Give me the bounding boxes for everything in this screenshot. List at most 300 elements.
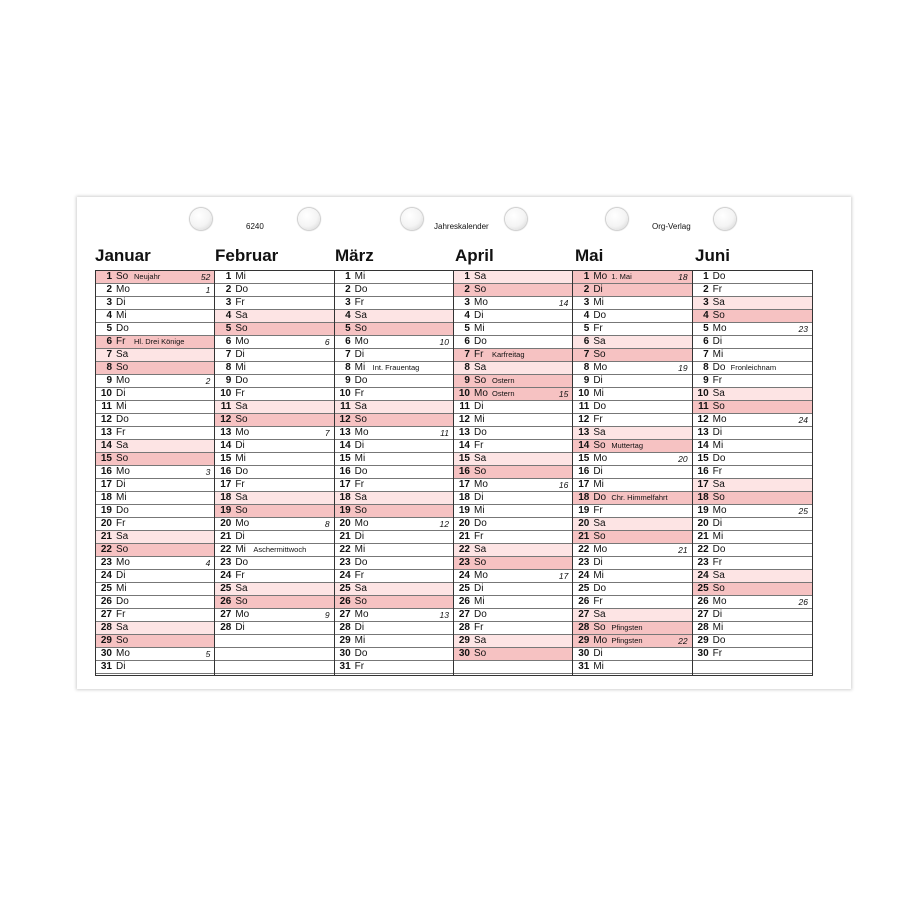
day-row: [215, 596, 333, 609]
weekday-label: Do: [473, 336, 487, 347]
week-number: 25: [798, 506, 808, 516]
day-number: 12: [100, 414, 112, 425]
day-number: 12: [458, 414, 470, 425]
day-number: 31: [100, 661, 112, 672]
day-number: 9: [106, 375, 112, 386]
day-number: 19: [339, 505, 351, 516]
weekday-label: So: [473, 375, 487, 386]
day-row: [693, 297, 812, 310]
weekday-label: Fr: [712, 557, 723, 568]
weekday-label: Sa: [593, 518, 606, 529]
weekday-label: Do: [354, 557, 368, 568]
day-row: [454, 427, 572, 440]
day-number: 17: [578, 479, 590, 490]
weekday-label: So: [473, 557, 487, 568]
weekday-label: So: [235, 414, 248, 425]
day-number: 23: [578, 557, 590, 568]
weekday-label: Di: [235, 622, 245, 633]
day-row: [454, 531, 572, 544]
week-number: 2: [205, 376, 211, 386]
day-row: [573, 271, 691, 284]
day-row: [335, 570, 453, 583]
day-number: 21: [697, 531, 709, 542]
day-row: [454, 388, 572, 401]
day-row: [96, 323, 214, 336]
day-number: 2: [583, 284, 590, 295]
holiday-note: Fronleichnam: [730, 363, 777, 372]
day-row: [215, 492, 333, 505]
day-number: 13: [339, 427, 351, 438]
month-column: [454, 271, 573, 675]
day-number: 11: [220, 401, 232, 412]
day-row: [693, 557, 812, 570]
day-number: 30: [458, 648, 470, 659]
day-number: 6: [464, 336, 470, 347]
weekday-label: So: [712, 310, 725, 321]
day-number: 2: [345, 284, 351, 295]
weekday-label: Fr: [354, 479, 365, 490]
day-row: [335, 401, 453, 414]
day-row: [335, 453, 453, 466]
weekday-label: Mo: [235, 336, 250, 347]
day-row: [573, 414, 691, 427]
weekday-label: Mi: [235, 271, 246, 282]
day-number: 19: [220, 505, 232, 516]
punch-hole: [190, 208, 212, 230]
weekday-label: Do: [473, 609, 487, 620]
week-number: 4: [205, 558, 211, 568]
week-number: 8: [324, 519, 330, 529]
weekday-label: Do: [235, 466, 249, 477]
weekday-label: Di: [235, 349, 245, 360]
day-number: 26: [578, 596, 590, 607]
day-row: [215, 310, 333, 323]
weekday-label: Mo: [116, 375, 130, 386]
day-row: [96, 440, 214, 453]
weekday-label: Mo: [593, 362, 608, 373]
day-row: [215, 297, 333, 310]
day-row: [573, 310, 691, 323]
day-number: 13: [220, 427, 232, 438]
weekday-label: Di: [593, 648, 603, 659]
day-row: [454, 284, 572, 297]
holiday-note: Ostern: [491, 389, 515, 398]
day-number: 1: [345, 271, 351, 282]
weekday-label: Do: [354, 375, 368, 386]
day-row: [454, 323, 572, 336]
weekday-label: Mo: [712, 414, 727, 425]
weekday-label: Mi: [473, 414, 485, 425]
weekday-label: Do: [712, 362, 726, 373]
day-number: 25: [578, 583, 590, 594]
day-number: 20: [339, 518, 351, 529]
day-number: 8: [106, 362, 112, 373]
weekday-label: So: [712, 401, 725, 412]
weekday-label: Do: [473, 427, 487, 438]
day-row: [96, 635, 214, 648]
day-number: 3: [345, 297, 351, 308]
day-number: 8: [345, 362, 351, 373]
weekday-label: So: [593, 349, 606, 360]
month-name: Februar: [215, 246, 279, 265]
week-number: 12: [439, 519, 449, 529]
day-number: 31: [578, 661, 590, 672]
day-row: [573, 375, 691, 388]
day-row: [215, 375, 333, 388]
week-number: 24: [798, 415, 808, 425]
day-row: [454, 349, 572, 362]
day-number: 25: [339, 583, 351, 594]
day-number: 3: [106, 297, 112, 308]
day-row: [215, 414, 333, 427]
weekday-label: So: [116, 271, 129, 282]
day-row: [454, 648, 572, 661]
weekday-label: Do: [235, 284, 249, 295]
day-row: [96, 544, 214, 557]
day-row: [573, 336, 691, 349]
weekday-label: Sa: [473, 362, 487, 373]
day-row: [454, 518, 572, 531]
day-row: [96, 453, 214, 466]
weekday-label: Di: [235, 440, 245, 451]
holiday-note: Pfingsten: [611, 636, 643, 645]
weekday-label: Mi: [354, 544, 366, 555]
day-row: [454, 336, 572, 349]
day-number: 20: [578, 518, 590, 529]
day-number: 22: [220, 544, 232, 555]
weekday-label: So: [473, 466, 487, 477]
day-number: 12: [578, 414, 590, 425]
day-number: 10: [100, 388, 112, 399]
day-number: 5: [345, 323, 351, 334]
weekday-label: Sa: [116, 531, 129, 542]
day-number: 27: [578, 609, 590, 620]
day-row: [335, 622, 453, 635]
day-row: [573, 349, 691, 362]
weekday-label: Do: [116, 323, 129, 334]
day-row: [96, 349, 214, 362]
day-row: [335, 492, 453, 505]
day-number: 21: [578, 531, 590, 542]
weekday-label: Sa: [712, 570, 725, 581]
day-number: 23: [458, 557, 470, 568]
day-row: [335, 609, 453, 622]
day-row: [693, 518, 812, 531]
weekday-label: Mi: [473, 505, 485, 516]
weekday-label: Sa: [473, 635, 487, 646]
day-row: [573, 622, 691, 635]
day-row: [215, 284, 333, 297]
empty-day-row: [215, 661, 333, 674]
day-row: [573, 427, 691, 440]
week-number: 23: [798, 324, 808, 334]
day-number: 24: [100, 570, 112, 581]
empty-day-row: [454, 661, 572, 674]
weekday-label: So: [235, 505, 248, 516]
day-row: [693, 453, 812, 466]
weekday-label: Di: [354, 531, 365, 542]
day-row: [335, 414, 453, 427]
weekday-label: Fr: [354, 661, 365, 672]
day-row: [96, 362, 214, 375]
weekday-label: Mo: [235, 427, 250, 438]
weekday-label: Mo: [473, 479, 488, 490]
weekday-label: Mo: [593, 635, 608, 646]
weekday-label: Sa: [354, 310, 367, 321]
day-number: 28: [697, 622, 709, 633]
month-name: Juni: [695, 246, 730, 265]
weekday-label: Di: [473, 492, 484, 503]
weekday-label: Mo: [354, 336, 369, 347]
day-number: 14: [458, 440, 470, 451]
day-row: [335, 362, 453, 375]
day-number: 12: [220, 414, 232, 425]
weekday-label: Fr: [354, 570, 365, 581]
day-row: [96, 648, 214, 661]
day-row: [693, 531, 812, 544]
day-number: 19: [458, 505, 470, 516]
day-number: 15: [697, 453, 709, 464]
month-column: [96, 271, 215, 675]
weekday-label: Di: [116, 388, 126, 399]
weekday-label: Sa: [354, 492, 367, 503]
weekday-label: Sa: [593, 427, 606, 438]
day-row: [573, 492, 691, 505]
day-number: 30: [100, 648, 112, 659]
weekday-label: Mo: [116, 284, 130, 295]
weekday-label: Di: [593, 284, 603, 295]
day-row: [96, 570, 214, 583]
weekday-label: Mo: [712, 323, 727, 334]
day-row: [693, 479, 812, 492]
weekday-label: Sa: [116, 440, 129, 451]
weekday-label: Do: [593, 492, 607, 503]
punch-hole: [606, 208, 628, 230]
day-number: 24: [220, 570, 232, 581]
day-row: [215, 336, 333, 349]
weekday-label: Di: [473, 401, 484, 412]
day-number: 15: [100, 453, 112, 464]
weekday-label: Fr: [235, 479, 245, 490]
day-number: 29: [458, 635, 470, 646]
day-number: 6: [225, 336, 232, 347]
weekday-label: Sa: [712, 297, 725, 308]
day-row: [693, 505, 812, 518]
weekday-label: So: [354, 414, 367, 425]
holiday-note: Aschermittwoch: [253, 545, 307, 554]
weekday-label: Sa: [235, 492, 248, 503]
day-number: 15: [578, 453, 590, 464]
weekday-label: Do: [354, 284, 368, 295]
day-number: 3: [583, 297, 590, 308]
month-name: April: [455, 246, 494, 265]
weekday-label: Mi: [712, 531, 724, 542]
day-row: [454, 414, 572, 427]
day-row: [96, 284, 214, 297]
day-number: 1: [106, 271, 112, 282]
day-number: 17: [339, 479, 351, 490]
day-row: [215, 271, 333, 284]
weekday-label: Do: [473, 518, 487, 529]
weekday-label: Fr: [473, 440, 484, 451]
day-row: [215, 557, 333, 570]
weekday-label: Fr: [593, 596, 603, 607]
weekday-label: Do: [354, 466, 368, 477]
day-number: 17: [458, 479, 470, 490]
day-row: [693, 622, 812, 635]
day-number: 21: [339, 531, 351, 542]
day-number: 4: [345, 310, 351, 321]
weekday-label: Fr: [712, 375, 723, 386]
day-number: 8: [583, 362, 590, 373]
day-row: [573, 635, 691, 648]
day-number: 18: [458, 492, 470, 503]
day-number: 23: [339, 557, 351, 568]
day-number: 14: [697, 440, 709, 451]
weekday-label: Do: [593, 583, 607, 594]
day-number: 3: [703, 297, 709, 308]
publisher-name: Org-Verlag: [652, 222, 691, 231]
day-number: 6: [106, 336, 112, 347]
day-number: 27: [339, 609, 351, 620]
day-number: 7: [345, 349, 351, 360]
day-row: [96, 622, 214, 635]
day-row: [693, 544, 812, 557]
weekday-label: Sa: [473, 453, 487, 464]
day-row: [215, 622, 333, 635]
day-row: [573, 609, 691, 622]
day-number: 19: [697, 505, 709, 516]
day-number: 16: [339, 466, 351, 477]
day-row: [335, 297, 453, 310]
weekday-label: Mo: [712, 505, 727, 516]
day-row: [573, 388, 691, 401]
day-row: [454, 271, 572, 284]
day-number: 28: [458, 622, 470, 633]
holiday-note: Hl. Drei Könige: [134, 337, 185, 346]
day-row: [693, 570, 812, 583]
day-number: 25: [458, 583, 470, 594]
weekday-label: Sa: [712, 479, 725, 490]
day-row: [573, 661, 691, 674]
weekday-label: Fr: [473, 531, 484, 542]
day-row: [335, 596, 453, 609]
day-number: 9: [345, 375, 351, 386]
day-number: 20: [100, 518, 112, 529]
day-row: [215, 388, 333, 401]
day-number: 5: [583, 323, 590, 334]
weekday-label: Fr: [116, 336, 126, 347]
day-row: [454, 505, 572, 518]
weekday-label: Fr: [593, 505, 603, 516]
day-number: 5: [464, 323, 470, 334]
day-row: [335, 427, 453, 440]
weekday-label: Sa: [354, 583, 367, 594]
weekday-label: Di: [116, 297, 126, 308]
day-row: [335, 375, 453, 388]
holiday-note: Muttertag: [611, 441, 643, 450]
day-number: 25: [220, 583, 232, 594]
day-row: [454, 375, 572, 388]
day-number: 1: [225, 271, 232, 282]
day-row: [693, 310, 812, 323]
day-row: [454, 635, 572, 648]
weekday-label: Di: [116, 570, 126, 581]
day-number: 16: [578, 466, 590, 477]
day-number: 13: [697, 427, 709, 438]
day-number: 28: [339, 622, 351, 633]
weekday-label: Di: [235, 531, 245, 542]
weekday-label: Mo: [235, 609, 250, 620]
day-row: [454, 583, 572, 596]
day-row: [454, 544, 572, 557]
day-number: 18: [697, 492, 709, 503]
day-number: 4: [464, 310, 470, 321]
weekday-label: Mo: [712, 596, 727, 607]
day-row: [215, 518, 333, 531]
day-number: 30: [697, 648, 709, 659]
day-row: [693, 596, 812, 609]
day-row: [573, 583, 691, 596]
day-number: 26: [100, 596, 112, 607]
weekday-label: Mi: [354, 271, 366, 282]
week-number: 15: [558, 389, 569, 399]
day-row: [96, 427, 214, 440]
weekday-label: Mo: [593, 453, 608, 464]
day-row: [96, 271, 214, 284]
week-number: 11: [440, 428, 449, 438]
weekday-label: Do: [116, 596, 129, 607]
day-number: 26: [697, 596, 709, 607]
day-row: [96, 661, 214, 674]
weekday-label: Mo: [354, 518, 369, 529]
day-row: [96, 518, 214, 531]
day-number: 21: [458, 531, 470, 542]
week-number: 10: [439, 337, 449, 347]
week-number: 7: [324, 428, 330, 438]
punch-hole: [298, 208, 320, 230]
day-row: [693, 388, 812, 401]
day-row: [96, 505, 214, 518]
day-row: [96, 609, 214, 622]
weekday-label: So: [116, 635, 129, 646]
day-number: 11: [578, 401, 590, 412]
week-number: 3: [205, 467, 211, 477]
weekday-label: Fr: [473, 622, 484, 633]
punch-hole: [401, 208, 423, 230]
day-number: 1: [583, 271, 590, 282]
day-number: 10: [697, 388, 709, 399]
day-row: [96, 401, 214, 414]
day-number: 16: [220, 466, 232, 477]
week-number: 21: [678, 545, 688, 555]
weekday-label: Do: [235, 375, 249, 386]
weekday-label: Sa: [354, 401, 367, 412]
weekday-label: Mi: [712, 622, 724, 633]
day-number: 13: [578, 427, 590, 438]
day-number: 9: [464, 375, 470, 386]
day-row: [335, 336, 453, 349]
empty-day-row: [693, 661, 812, 674]
weekday-label: Mo: [354, 609, 369, 620]
day-row: [96, 596, 214, 609]
weekday-label: So: [116, 362, 129, 373]
day-number: 2: [464, 284, 470, 295]
day-number: 26: [458, 596, 470, 607]
day-row: [335, 323, 453, 336]
weekday-label: Di: [354, 440, 365, 451]
weekday-label: Sa: [593, 609, 606, 620]
